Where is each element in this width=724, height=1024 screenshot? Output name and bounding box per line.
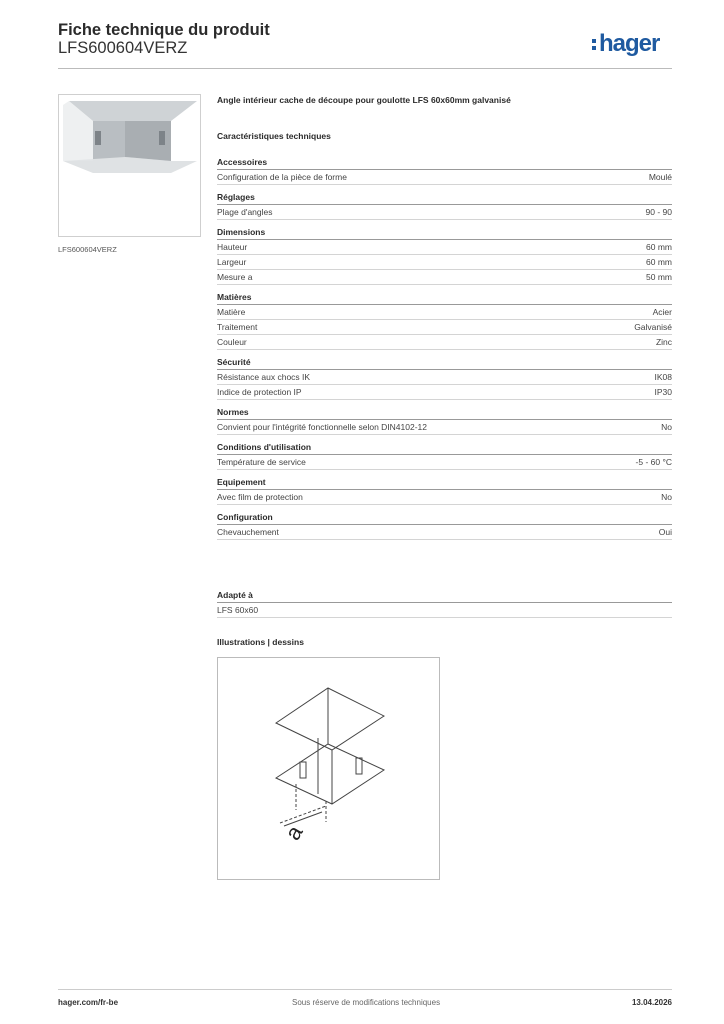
hager-logo[interactable]	[592, 30, 659, 58]
adapted-value: LFS 60x60	[217, 605, 259, 615]
group-title: Matières	[217, 292, 672, 305]
spec-row	[217, 205, 672, 220]
spec-row	[217, 385, 672, 400]
spec-label: Avec film de protection	[217, 492, 303, 502]
group-conditions	[217, 442, 672, 470]
spec-row	[217, 420, 672, 435]
group-equipement	[217, 477, 672, 505]
group-matieres	[217, 292, 672, 350]
spec-row	[217, 255, 672, 270]
group-title: Accessoires	[217, 157, 672, 170]
spec-label: Résistance aux chocs IK	[217, 372, 311, 382]
footer-website-link[interactable]: hager.com/fr-be	[58, 998, 119, 1007]
spec-label: Plage d'angles	[217, 207, 273, 217]
spec-value: IK08	[654, 372, 672, 382]
product-photo-illustration	[59, 95, 200, 236]
spec-row	[217, 335, 672, 350]
group-title: Réglages	[217, 192, 672, 205]
spec-label: Largeur	[217, 257, 247, 267]
group-accessoires	[217, 157, 672, 185]
adapted-row	[217, 603, 672, 618]
dimension-label-a: a	[279, 821, 308, 845]
spec-label: Mesure a	[217, 272, 253, 282]
illustrations-heading: Illustrations | dessins	[217, 637, 304, 647]
spec-value: No	[661, 492, 672, 502]
logo-colon-icon	[592, 36, 597, 53]
spec-row	[217, 170, 672, 185]
spec-row	[217, 305, 672, 320]
footer-date: 13.04.2026	[631, 998, 672, 1007]
spec-label: Chevauchement	[217, 527, 279, 537]
group-title: Configuration	[217, 512, 672, 525]
group-dimensions	[217, 227, 672, 285]
group-title: Normes	[217, 407, 672, 420]
spec-label: Couleur	[217, 337, 247, 347]
line-drawing	[218, 658, 439, 879]
header-divider	[58, 68, 672, 69]
specs-heading: Caractéristiques techniques	[217, 131, 331, 141]
technical-drawing	[217, 657, 440, 880]
product-description: Angle intérieur cache de découpe pour goulotte LFS 60x60mm galvanisé	[217, 95, 511, 105]
group-securite	[217, 357, 672, 400]
spec-value: No	[661, 422, 672, 432]
spec-value: 50 mm	[646, 272, 672, 282]
spec-value: IP30	[654, 387, 672, 397]
group-title: Dimensions	[217, 227, 672, 240]
spec-row	[217, 490, 672, 505]
group-title: Equipement	[217, 477, 672, 490]
spec-row	[217, 270, 672, 285]
spec-value: Zinc	[655, 337, 672, 347]
spec-label: Température de service	[217, 457, 306, 467]
spec-row	[217, 455, 672, 470]
group-title: Conditions d'utilisation	[217, 442, 672, 455]
spec-row	[217, 320, 672, 335]
spec-value: Oui	[658, 527, 672, 537]
spec-row	[217, 525, 672, 540]
adapted-title: Adapté à	[217, 590, 672, 603]
spec-label: Configuration de la pièce de forme	[217, 172, 347, 182]
group-title: Sécurité	[217, 357, 672, 370]
spec-label: Traitement	[217, 322, 258, 332]
photo-caption: LFS600604VERZ	[58, 245, 117, 254]
spec-value: Galvanisé	[634, 322, 672, 332]
spec-value: -5 - 60 °C	[635, 457, 672, 467]
group-normes	[217, 407, 672, 435]
specs-column	[217, 95, 672, 547]
spec-label: Convient pour l'intégrité fonctionnelle selon DIN4102-12	[217, 422, 428, 432]
spec-label: Indice de protection IP	[217, 387, 302, 397]
spec-value: Moulé	[648, 172, 672, 182]
spec-value: Acier	[652, 307, 672, 317]
spec-row	[217, 370, 672, 385]
group-configuration	[217, 512, 672, 540]
document-title: Fiche technique du produit	[58, 21, 270, 39]
spec-label: Matière	[217, 307, 246, 317]
product-code: LFS600604VERZ	[58, 39, 188, 57]
spec-value: 90 - 90	[645, 207, 672, 217]
spec-value: 60 mm	[646, 242, 672, 252]
footer-divider	[58, 989, 672, 990]
footer-disclaimer: Sous réserve de modifications techniques	[292, 998, 441, 1007]
spec-value: 60 mm	[646, 257, 672, 267]
adapted-section	[217, 590, 672, 618]
group-reglages	[217, 192, 672, 220]
product-photo	[58, 94, 201, 237]
logo-text: hager	[599, 30, 660, 57]
spec-label: Hauteur	[217, 242, 248, 252]
spec-row	[217, 240, 672, 255]
